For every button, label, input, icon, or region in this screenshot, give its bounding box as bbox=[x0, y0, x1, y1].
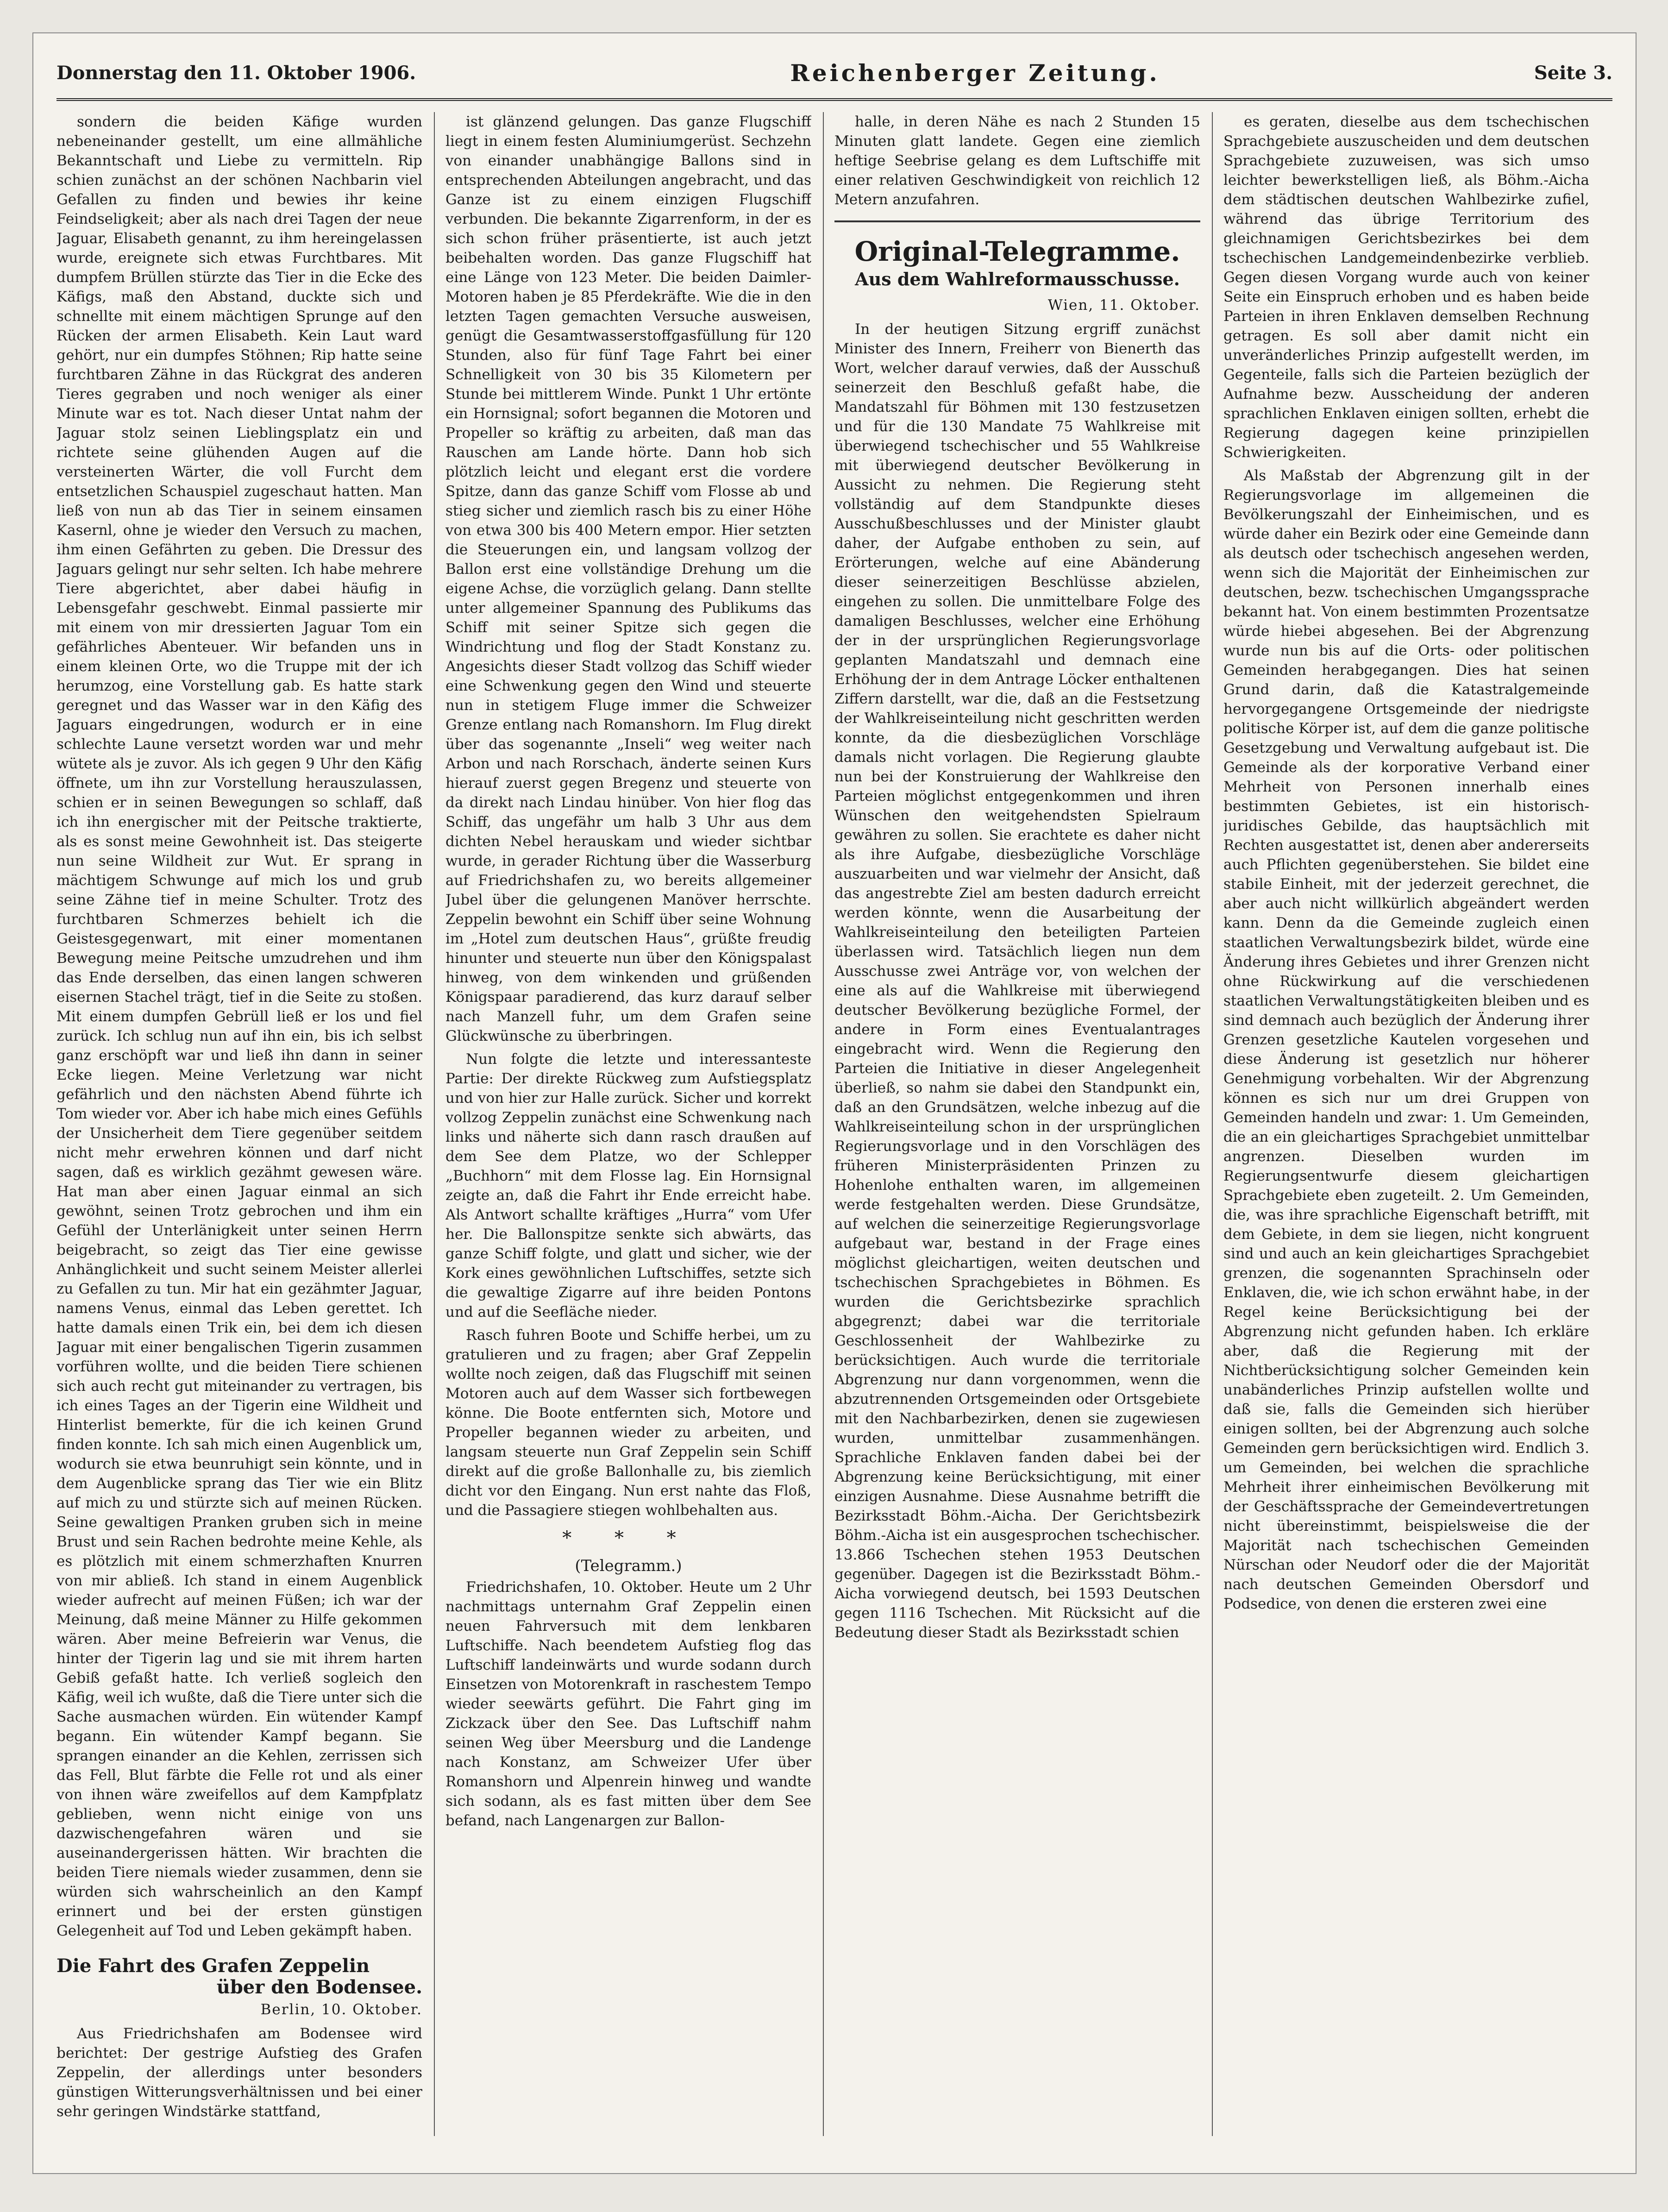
telegrams-section-title: Original-Telegramme. bbox=[854, 236, 1180, 267]
newspaper-page bbox=[32, 32, 1637, 2174]
telegram-heading: (Telegramm.) bbox=[575, 1557, 682, 1575]
electoral-reform-text: es geraten, dieselbe aus dem tschechischen Sprachgebiete auszuscheiden und dem deutschen Sprachgebiete zuzuweisen, was sich umso leichter bewerkstelligen ließ, als Böhm.-Aicha dem städtischen deutschen Wahlbezirke zufiel, während das übrige Territorium des gleichnamigen Gerichtsbezirkes bei dem tschechischen Landgemeindenbezirke verblieb. Gegen diesen Vorgang wurde auch von keiner Seite ein Einspruch erhoben und es haben beide Parteien in ihren Enklaven demselben Rechnung getragen. Es soll aber damit nicht ein unveränderliches Prinzip aufgestellt werden, im Gegenteile, falls sich die Parteien bezüglich der Aufnahme bezw. Ausscheidung der anderen sprachlichen Enklaven einigen sollten, erhebt die Regierung dagegen keine prinzipiellen Schwierigkeiten. bbox=[1223, 113, 1589, 461]
zeppelin-article-text: halle, in deren Nähe es nach 2 Stunden 15 Minuten glatt landete. Gegen eine ziemlich heftige Seebrise gelang es dem Luftschiffe mit einer relativen Geschwindigkeit von reichlich 12 Metern anzufahren. bbox=[834, 113, 1200, 208]
zeppelin-article-text: ist glänzend gelungen. Das ganze Flugschiff liegt in einem festen Aluminiumgerüst. Sechzehn von einander unabhängige Ballons sind in entsprechenden Abteilungen angebracht, und das Ganze ist zu einem einzigen Flugschiff verbunden. Die bekannte Zigarrenform, in der es sich schon früher präsentierte, ist auch jetzt beibehalten worden. Das ganze Flugschiff hat eine Länge von 123 Meter. Die beiden Daimler-Motoren haben je 85 Pferdekräfte. Wie die in den letzten Tagen gemachten Versuche ausweisen, genügt die Gesamtwasserstoffgasfüllung für 120 Stunden, also für fünf Tage Fahrt bei einer Schnelligkeit von 30 bis 35 Kilometern per Stunde bei mittlerem Winde. Punkt 1 Uhr ertönte ein Hornsignal; sofort begannen die Motoren und Propeller so kräftig zu arbeiten, daß man das Rauschen am Lande hörte. Dann hob sich plötzlich leicht und elegant erst die vordere Spitze, dann das ganze Schiff vom Flosse ab und stieg sicher und ziemlich rasch bis zu einer Höhe von etwa 300 bis 400 Metern empor. Hier setzten die Steuerungen ein, und langsam vollzog der Ballon erst eine vollständige Drehung um die eigene Achse, die vorzüglich gelang. Dann stellte unter allgemeiner Spannung des Publikums das Schiff mit seiner Spitze sich gegen die Windrichtung und flog der Stadt Konstanz zu. Angesichts dieser Stadt vollzog das Schiff wieder eine Schwenkung gegen den Wind und steuerte nun in stetigem Fluge immer die Schweizer Grenze entlang nach Romanshorn. Im Flug direkt über das sogenannte „Inseli“ weg weiter nach Arbon und nach Rorschach, änderte seinen Kurs hierauf zuerst gegen Bregenz und steuerte von da direkt nach Lindau hinüber. Von hier flog das Schiff, das ungefähr um halb 3 Uhr aus dem dichten Nebel herauskam und wieder sichtbar wurde, in gerader Richtung über die Wasserburg auf Friedrichshafen zu, wo bereits allgemeiner Jubel über die gelungenen Manöver herrschte. Zeppelin bewohnt ein Schiff über seine Wohnung im „Hotel zum deutschen Haus“, grüßte freudig hinunter und steuerte nun über den Königspalast hinweg, von dem winkenden und grüßenden Königspaar paradierend, das kurz darauf selber nach Manzell fuhr, um dem Grafen seine Glückwünsche zu überbringen. bbox=[445, 113, 811, 1044]
column-rule bbox=[1212, 112, 1213, 2136]
telegrams-section-subtitle: Aus dem Wahlreformausschusse. bbox=[855, 269, 1180, 289]
column-2 bbox=[445, 112, 811, 2136]
column-rule bbox=[434, 112, 435, 2136]
electoral-reform-text: Als Maßstab der Abgrenzung gilt in der Regierungsvorlage im allgemeinen die Bevölkerungszahl der Einheimischen, und es würde daher ein Bezirk oder eine Gemeinde dann als deutsch oder tschechisch angesehen werden, wenn sich die Majorität der Einheimischen zur deutschen, bezw. tschechischen Umgangssprache bekannt hat. Von einem bestimmten Prozentsatze würde hiebei abgesehen. Bei der Abgrenzung wurde nun bis auf die Orts- oder politischen Gemeinden herabgegangen. Dies hat seinen Grund darin, daß die Katastralgemeinde hervorgegangene Ortsgemeinde der niedrigste politische Körper ist, auf dem die ganze politische Gesetzgebung und Verwaltung aufgebaut ist. Die Gemeinde als der korporative Verband einer Mehrheit von Personen innerhalb eines bestimmten Gebietes, ist ein historisch-juridisches Gebilde, das hauptsächlich mit Rechten ausgestattet ist, denen aber andererseits auch Pflichten gegenüberstehen. Sie bildet eine stabile Einheit, mit der jederzeit gerechnet, die aber auch nicht willkürlich abgeändert werden kann. Denn da die Gemeinde zugleich einen staatlichen Verwaltungsbezirk bildet, würde eine Änderung ihres Gebietes und ihrer Grenzen nicht ohne Rückwirkung auf die verschiedenen staatlichen Verwaltungstätigkeiten bleiben und es sind demnach auch bezüglich der Änderung ihrer Grenzen gesetzliche Kautelen vorgesehen und diese Änderung ist gesetzlich nur höherer Genehmigung vorbehalten. Wir der Abgrenzung können es sich nur um drei Gruppen von Gemeinden handeln und zwar: 1. Um Gemeinden, die an ein gleichartiges Sprachgebiet unmittelbar angrenzen. Dieselben wurden im Regierungsentwurfe diesem gleichartigen Sprachgebiete eben zugeteilt. 2. Um Gemeinden, die, was ihre sprachliche Eigenschaft betrifft, mit dem Gebiete, in dem sie liegen, nicht kongruent sind und auch an kein gleichartiges Sprachgebiet grenzen, die sogenannten Sprachinseln oder Enklaven, die, wie ich schon erwähnt habe, in der Regel keine Berücksichtigung bei der Abgrenzung nicht gefunden haben. Ich erkläre aber, daß die Regierung mit der Nichtberücksichtigung solcher Gemeinden kein unabänderliches Prinzip aufstellen wollte und daß sie, falls die Gemeinden sich hierüber einigen sollten, bei der Abgrenzung auch solche Gemeinden gern berücksichtigen wird. Endlich 3. um Gemeinden, bei welchen die sprachliche Mehrheit ihrer einheimischen Bevölkerung mit der Geschäftssprache der Gemeindevertretungen nicht übereinstimmt, beispielsweise die der Majorität nach tschechischen Gemeinden Nürschan oder Neudorf oder die der Majorität nach deutschen Gemeinden Obersdorf und Podsedice, von denen die ersteren zwei eine bbox=[1223, 467, 1589, 1612]
zeppelin-article-text: Rasch fuhren Boote und Schiffe herbei, um zu gratulieren und zu fragen; aber Graf Zeppelin wollte noch zeigen, daß das Flugschiff mit seinen Motoren auch auf dem Wasser sich fortbewegen könne. Die Boote entfernten sich, Motore und Propeller begannen wieder zu arbeiten, und langsam steuerte nun Graf Zeppelin sein Schiff direkt auf die große Ballonhalle zu, bis ziemlich dicht vor den Eingang. Nun erst nahte das Floß, und die Passagiere stiegen wohlbehalten aus. bbox=[445, 1327, 811, 1519]
zeppelin-article-text: Aus Friedrichshafen am Bodensee wird berichtet: Der gestrige Aufstieg des Grafen Zeppelin, der allerdings unter besonders günstigen Witterungsverhältnissen und bei einer sehr geringen Windstärke stattfand, bbox=[56, 2025, 422, 2120]
zeppelin-article-title-line2: über den Bodensee. bbox=[216, 1976, 422, 1998]
column-1 bbox=[56, 112, 422, 2136]
newspaper-title: Reichenberger Zeitung. bbox=[790, 59, 1160, 87]
zeppelin-dateline: Berlin, 10. Oktober. bbox=[260, 2001, 422, 2018]
column-rule bbox=[823, 112, 824, 2136]
zeppelin-article-text: Nun folgte die letzte und interessanteste Partie: Der direkte Rückweg zum Aufstiegsplatz und von hier zur Halle zurück. Sicher und korrekt vollzog Zeppelin zunächst eine Schwenkung nach links und näherte sich dann rasch draußen auf dem See dem Platze, wo der Schlepper „Buchhorn“ mit dem Flosse lag. Ein Hornsignal zeigte an, daß die Fahrt ihr Ende erreicht habe. Als Antwort schallte kräftiges „Hurra“ vom Ufer her. Die Ballonspitze senkte sich abwärts, das ganze Schiff folgte, und glatt und sicher, wie der Kork eines gewöhnlichen Luftschiffes, setzte sich die gewaltige Zigarre auf ihre beiden Pontons und auf die Seefläche nieder. bbox=[445, 1051, 811, 1320]
masthead bbox=[56, 47, 1612, 101]
section-separator: * * * bbox=[562, 1527, 695, 1549]
section-divider bbox=[834, 220, 1200, 222]
jaguar-story-text: sondern die beiden Käfige wurden nebeneinander gestellt, um eine allmähliche Bekanntschaft und Liebe zu vermitteln. Rip schien zunächst an der schönen Nachbarin viel Gefallen zu finden und bewies ihr keine Feindseligkeit; aber als nach drei Tagen der neue Jaguar, Elisabeth genannt, zu ihm hereingelassen wurde, ereignete sich etwas Furchtbares. Mit dumpfem Brüllen stürzte das Tier in die Ecke des Käfigs, maß den Abstand, duckte sich und schnellte mit einem mächtigen Sprunge auf den Rücken der armen Elisabeth. Kein Laut ward gehört, nur ein dumpfes Stöhnen; Rip hatte seine furchtbaren Zähne in das Rückgrat des anderen Tieres gegraben und noch weniger als einer Minute war es tot. Nach dieser Untat nahm der Jaguar stolz seinen Lieblingsplatz ein und richtete seine glühenden Augen auf die versteinerten Wärter, die voll Furcht dem entsetzlichen Schauspiel zugeschaut hatten. Man ließ von nun ab das Tier in seinem einsamen Kasernl, ohne je wieder den Versuch zu machen, ihm einen Gefährten zu geben. Die Dressur des Jaguars gelingt nur sehr selten. Ich habe mehrere Tiere abgerichtet, aber dabei häufig in Lebensgefahr geschwebt. Einmal passierte mir mit einem von mir dressierten Jaguar Tom ein gefährliches Abenteuer. Wir befanden uns in einem kleinen Orte, wo die Truppe mit der ich herumzog, eine Vorstellung gab. Es hatte stark geregnet und das Wasser war in den Käfig des Jaguars eingedrungen, wodurch er in eine schlechte Laune versetzt worden war und mehr wütete als je zuvor. Als ich gegen 9 Uhr den Käfig öffnete, um ihn zur Vorstellung herauszulassen, schien er in seinen Bewegungen so schlaff, daß ich ihn energischer mit der Peitsche traktierte, als es sonst meine Gewohnheit ist. Das steigerte nun seine Wildheit zur Wut. Er sprang in mächtigem Schwunge auf mich los und grub seine Zähne tief in meine Schulter. Trotz des furchtbaren Schmerzes behielt ich die Geistesgegenwart, mit einer momentanen Bewegung meine Peitsche umzudrehen und ihm das Ende derselben, das einen langen schweren eisernen Stachel trägt, tief in die Seite zu stoßen. Mit einem dumpfen Gebrüll ließ er los und fiel zurück. Ich schlug nun auf ihn ein, bis ich selbst ganz erschöpft war und ließ ihn dann in seiner Ecke liegen. Meine Verletzung war nicht gefährlich und den nächsten Abend führte ich Tom wieder vor. Aber ich habe mich eines Gefühls der Unsicherheit dem Tiere gegenüber seitdem nicht mehr erwehren können und darf nicht sagen, daß es wirklich gezähmt gewesen wäre. Hat man aber einen Jaguar einmal an sich gewöhnt, seinen Trotz gebrochen und ihm ein Gefühl der Unterlänigkeit unter seinen Herrn beigebracht, so zeigt das Tier eine gewisse Anhänglichkeit und sucht seinem Meister allerlei zu Gefallen zu tun. Mir hat ein gezähmter Jaguar, namens Venus, einmal das Leben gerettet. Ich hatte damals einen Trik ein, bei dem ich diesen Jaguar mit einer bengalischen Tigerin zusammen vorführen wollte, und die beiden Tiere schienen sich auch recht gut miteinander zu vertragen, bis ich eines Tages an der Tigerin eine Wildheit und Hinterlist bemerkte, für die ich keinen Grund finden konnte. Ich sah mich einen Augenblick um, wodurch sie etwa beunruhigt sein könnte, und in dem Augenblicke sprang das Tier wie ein Blitz auf mich zu und stürzte sich auf meinen Rücken. Seine gewaltigen Pranken gruben sich in meine Brust und sein Rachen bedrohte meine Kehle, als es plötzlich mit einem schmerzhaften Knurren von mir abließ. Ich stand in einem Augenblick wieder aufrecht auf meinen Füßen; ich war der Meinung, daß meine Männer zu Hilfe gekommen wären. Aber meine Befreierin war Venus, die hinter der Tigerin lag und sie mit ihrem harten Gebiß gefaßt hatte. Ich verließ sogleich den Käfig, weil ich wußte, daß die Tiere unter sich die Sache ausmachen würden. Ein wütender Kampf begann. Ein wütender Kampf begann. Sie sprangen einander an die Kehlen, zerrissen sich das Fell, Blut färbte die Felle rot und als einer von ihnen wäre zweifellos auf dem Kampfplatz geblieben, wenn nicht einige von uns dazwischengefahren wären und sie auseinandergerissen hätten. Wir brachten die beiden Tiere niemals wieder zusammen, denn sie würden sich wahrscheinlich an den Kampf erinnert und bei der ersten günstigen Gelegenheit auf Tod und Leben gekämpft haben. bbox=[56, 113, 422, 1939]
vienna-dateline: Wien, 11. Oktober. bbox=[1047, 297, 1200, 314]
electoral-reform-text: In der heutigen Sitzung ergriff zunächst Minister des Innern, Freiherr von Bienerth das Wort, welcher darauf verwies, daß der Ausschuß seinerzeit den Beschluß gefaßt habe, die Mandatszahl für Böhmen mit 130 festzusetzen und für die 130 Mandate 75 Wahlkreise mit überwiegend tschechischer und 55 Wahlkreise mit überwiegend deutscher Bevölkerung in Aussicht zu nehmen. Die Regierung steht vollständig auf dem Standpunkte dieses Ausschußbeschlusses und der Minister glaubt daher, der Aufgabe enthoben zu sein, auf Erörterungen, welche auf eine Abänderung dieser seinerzeitigen Beschlüsse abzielen, eingehen zu sollen. Die unmittelbare Folge des damaligen Beschlusses, welcher eine Erhöhung der in der ursprünglichen Regierungsvorlage geplanten Mandatszahl und demnach eine Erhöhung der in dem Antrage Löcker enthaltenen Ziffern darstellt, war die, daß an die Festsetzung der Wahlkreiseinteilung nicht geschritten werden konnte, da die diesbezüglichen Vorschläge damals nicht vorlagen. Die Regierung glaubte nun bei der Konstruierung der Wahlkreise den Parteien möglichst entgegenkommen und ihren Wünschen den weitgehendsten Spielraum gewähren zu sollen. Sie erachtete es daher nicht als ihre Aufgabe, diesbezügliche Vorschläge auszuarbeiten und war vielmehr der Ansicht, daß das angestrebte Ziel am besten dadurch erreicht werden könnte, wenn die Ausarbeitung der Wahlkreiseinteilung den beteiligten Parteien überlassen wird. Tatsächlich liegen nun dem Ausschusse zwei Anträge vor, von welchen der eine als auf die Wahlkreise mit überwiegend deutscher Bevölkerung bezügliche Formel, der andere in Form eines Eventualantrages eingebracht wird. Wenn die Regierung den Parteien die Initiative in dieser Angelegenheit überließ, so nahm sie dabei den Standpunkt ein, daß an den Grundsätzen, welche inbezug auf die Wahlkreiseinteilung schon in der ursprünglichen Regierungsvorlage und in den Vorschlägen des früheren Ministerpräsidenten Prinzen zu Hohenlohe enthalten waren, im allgemeinen werde festgehalten werden. Diese Grundsätze, auf welchen die seinerzeitige Regierungsvorlage aufgebaut war, bestand in der Frage eines möglichst gleichartigen, weiten deutschen und tschechischen Sprachgebietes in Böhmen. Es wurden die Gerichtsbezirke sprachlich abgegrenzt; dabei war die territoriale Geschlossenheit der Wahlbezirke zu berücksichtigen. Auch wurde die territoriale Abgrenzung nur dann vorgenommen, wenn die abzutrennenden Ortsgemeinden oder Ortsgebiete mit den Nachbarbezirken, denen sie zugewiesen wurden, unmittelbar zusammenhängen. Sprachliche Enklaven fanden dabei bei der Abgrenzung keine Berücksichtigung, mit einer einzigen Ausnahme. Diese Ausnahme betrifft die Bezirksstadt Böhm.-Aicha. Der Gerichtsbezirk Böhm.-Aicha ist ein ausgesprochen tschechischer. 13.866 Tschechen stehen 1953 Deutschen gegenüber. Dagegen ist die Bezirksstadt Böhm.-Aicha vorwiegend deutsch, bei 1593 Deutschen gegen 1116 Tschechen. Mit Rücksicht auf die Bedeutung dieser Stadt als Bezirksstadt schien bbox=[834, 321, 1200, 1641]
column-3 bbox=[834, 112, 1200, 2136]
header-date: Donnerstag den 11. Oktober 1906. bbox=[56, 62, 416, 84]
column-4 bbox=[1223, 112, 1589, 2136]
zeppelin-article-title: Die Fahrt des Grafen Zeppelin bbox=[56, 1955, 370, 1977]
page-number: Seite 3. bbox=[1534, 62, 1612, 84]
telegram-text: Friedrichshafen, 10. Oktober. Heute um 2 Uhr nachmittags unternahm Graf Zeppelin einen neuen Fahrversuch mit dem lenkbaren Luftschiffe. Nach beendetem Aufstieg flog das Luftschiff landeinwärts und wurde sodann durch Einsetzen von Motorenkraft in raschestem Tempo wieder seewärts geführt. Die Fahrt ging im Zickzack über den See. Das Luftschiff nahm seinen Weg über Meersburg und die Landenge nach Konstanz, am Schweizer Ufer über Romanshorn und Alpenrein hinweg und wandte sich sodann, als es fast mitten über dem See befand, nach Langenargen zur Ballon- bbox=[445, 1579, 811, 1829]
